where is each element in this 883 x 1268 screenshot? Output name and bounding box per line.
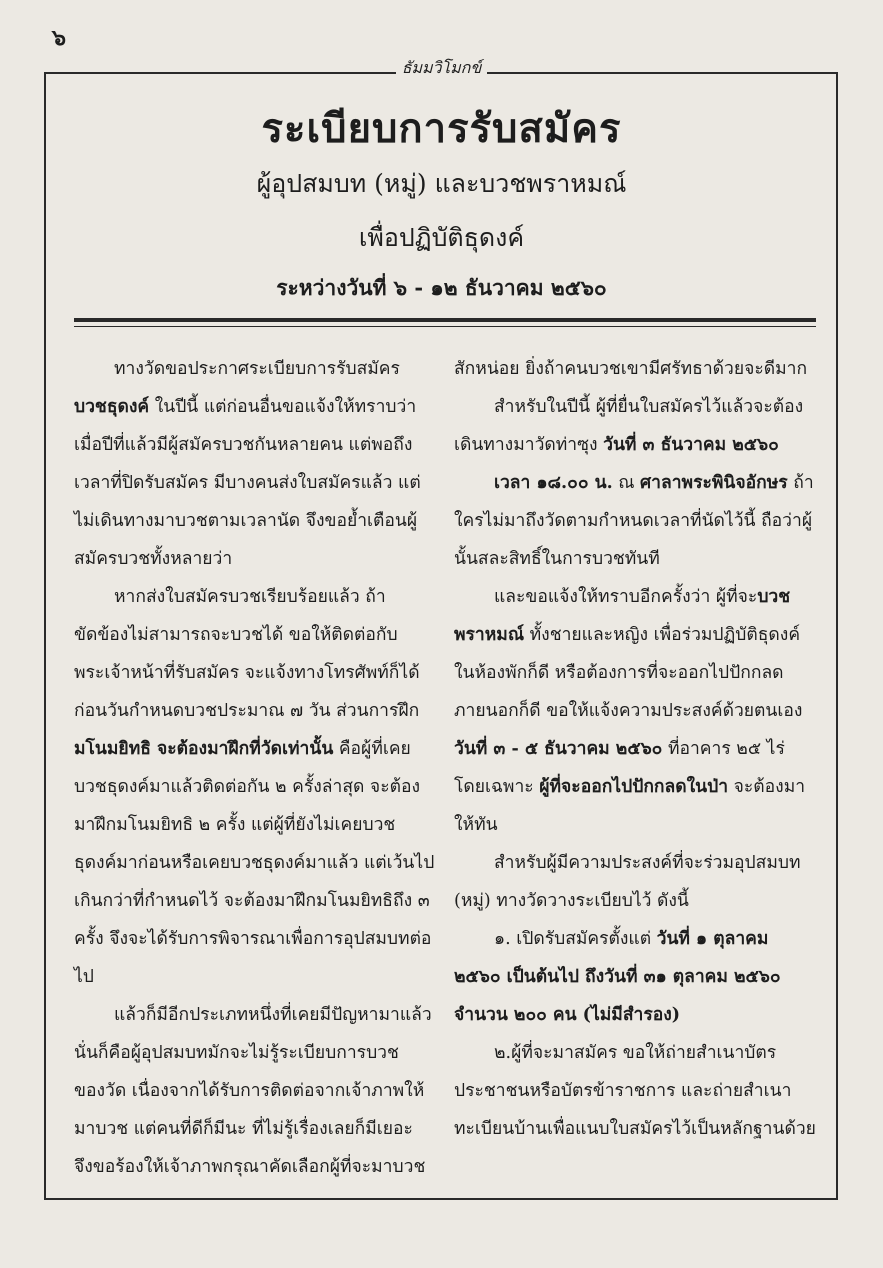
bold-arrival-time: เวลา ๑๘.๐๐ น.: [494, 473, 613, 493]
page-title: ระเบียบการรับสมัคร: [261, 105, 622, 152]
text-run: ที่อาคาร ๒๕ ไร่ โดยเฉพาะ: [454, 739, 785, 797]
right-paragraph-5: สำหรับผู้มีความประสงค์ที่จะร่วมอุปสมบท (หมู่) ทางวัดวางระเบียบไว้ ดังนี้: [454, 853, 801, 911]
right-paragraph-6: [454, 920, 816, 1034]
text-run: หากส่งใบสมัครบวชเรียบร้อยแล้ว ถ้าขัดข้องไม่สามารถจะบวชได้ ขอให้ติดต่อกับพระเจ้าหน้าที่รับสมัคร จะแจ้งทางโทรศัพท์ก็ได้ ก่อนวันกำหนดบวชประมาณ ๗ วัน ส่วนการฝึก: [74, 587, 420, 721]
left-column: [74, 350, 436, 1186]
title-divider-thin: [74, 326, 816, 327]
date-range: ระหว่างวันที่ ๖ - ๑๒ ธันวาคม ๒๕๖๐: [276, 275, 607, 300]
left-paragraph-3: แล้วก็มีอีกประเภทหนึ่งที่เคยมีปัญหามาแล้ว นั่นก็คือผู้อุปสมบทมักจะไม่รู้ระเบียบการบวชของวัด เนื่องจากได้รับการติดต่อจากเจ้าภาพให้มาบวช แต่คนที่ดีก็มีนะ ที่ไม่รู้เรื่องเลยก็มีเยอะ จึงขอร้องให้เจ้าภาพกรุณาคัดเลือกผู้ที่จะมาบวช: [74, 1005, 432, 1177]
left-paragraph-1: [74, 350, 436, 578]
text-run: ๑. เปิดรับสมัครตั้งแต่: [494, 929, 657, 949]
text-run: ทางวัดขอประกาศระเบียบการรับสมัคร: [114, 359, 400, 379]
page-number: ๖: [52, 25, 66, 51]
text-run: ณ: [612, 473, 641, 493]
text-run: จะต้องมาให้ทัน: [454, 777, 806, 835]
text-run: และขอแจ้งให้ทราบอีกครั้งว่า ผู้ที่จะ: [494, 587, 758, 607]
bold-registration-dates: วันที่ ๓ - ๕ ธันวาคม ๒๕๖๐: [454, 739, 663, 759]
text-run: ทั้งชายและหญิง เพื่อร่วมปฏิบัติธุดงค์ในห้องพักก็ดี หรือต้องการที่จะออกไปปักกลดภายนอกก็ดี ขอให้แจ้งความประสงค์ด้วยตนเอง: [454, 625, 803, 721]
subtitle-ordination: ผู้อุปสมบท (หมู่) และบวชพราหมณ์: [256, 169, 627, 198]
text-run: สำหรับในปีนี้ ผู้ที่ยื่นใบสมัครไว้แล้วจะต้องเดินทางมาวัดท่าซุง: [454, 397, 804, 455]
title-divider-thick: [74, 318, 816, 322]
right-paragraph-1: สักหน่อย ยิ่งถ้าคนบวชเขามีศรัทธาด้วยจะดีมาก: [454, 359, 808, 379]
running-head-text: ธัมมวิโมกข์: [396, 58, 488, 77]
text-run: ในปีนี้ แต่ก่อนอื่นขอแจ้งให้ทราบว่า เมื่อปีที่แล้วมีผู้สมัครบวชกันหลายคน แต่พอถึงเวลาที่ปิดรับสมัคร มีบางคนส่งใบสมัครแล้ว แต่ไม่เดินทางมาบวชตามเวลานัด จึงขอย้ำเตือนผู้สมัครบวชทั้งหลายว่า: [74, 397, 421, 569]
right-paragraph-3: [454, 464, 816, 578]
bold-term-brahmin-ordination: บวชพราหมณ์: [454, 587, 791, 645]
bold-hall-name: ศาลาพระพินิจอักษร: [640, 473, 788, 493]
right-paragraph-4: [454, 578, 816, 844]
text-run: ถ้าใครไม่มาถึงวัดตามกำหนดเวลาที่นัดไว้นี้ ถือว่าผู้นั้นสละสิทธิ์ในการบวชทันที: [454, 473, 814, 569]
bold-manomayiddhi-note: มโนมยิทธิ จะต้องมาฝึกที่วัดเท่านั้น: [74, 739, 334, 759]
right-paragraph-2: [454, 388, 816, 464]
right-paragraph-7: ๒.ผู้ที่จะมาสมัคร ขอให้ถ่ายสำเนาบัตรประชาชนหรือบัตรข้าราชการ และถ่ายสำเนาทะเบียนบ้านเพื่อแนบใบสมัครไว้เป็นหลักฐานด้วย: [454, 1043, 816, 1139]
left-paragraph-2: [74, 578, 436, 996]
running-head: [0, 56, 883, 81]
bold-forest-camping-note: ผู้ที่จะออกไปปักกลดในป่า: [539, 777, 729, 797]
right-column: [454, 350, 816, 1148]
text-run: คือผู้ที่เคยบวชธุดงค์มาแล้วติดต่อกัน ๒ ครั้งล่าสุด จะต้องมาฝึกมโนมยิทธิ ๒ ครั้ง แต่ผู้ที่ยังไม่เคยบวชธุดงค์มาก่อนหรือเคยบวชธุดงค์มาแล้ว แต่เว้นไปเกินกว่าที่กำหนดไว้ จะต้องมาฝึกมโนมยิทธิถึง ๓ ครั้ง จึงจะได้รับการพิจารณาเพื่อการอุปสมบทต่อไป: [74, 739, 435, 987]
bold-arrival-date: วันที่ ๓ ธันวาคม ๒๕๖๐: [603, 435, 779, 455]
bold-term-dhutanga-ordination: บวชธุดงค์: [74, 397, 150, 417]
subtitle-dhutanga: เพื่อปฏิบัติธุดงค์: [358, 223, 525, 252]
bold-application-period: วันที่ ๑ ตุลาคม ๒๕๖๐ เป็นต้นไป ถึงวันที่ ๓๑ ตุลาคม ๒๕๖๐ จำนวน ๒๐๐ คน (ไม่มีสำรอง): [454, 929, 781, 1025]
